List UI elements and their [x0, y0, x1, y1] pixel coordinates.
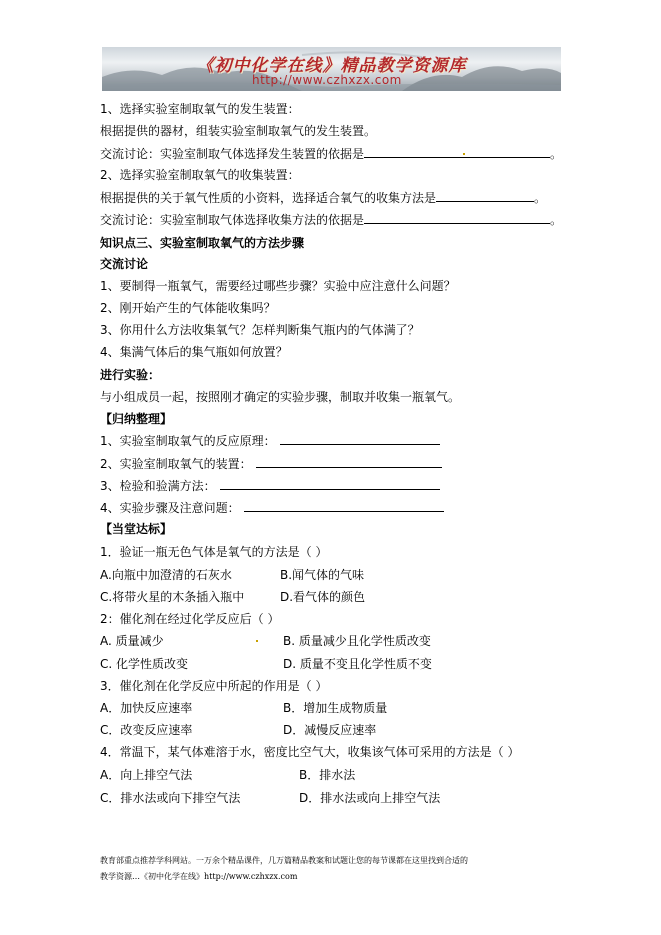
period: 。	[550, 213, 563, 227]
header-banner	[102, 47, 561, 91]
summary-item-2	[100, 455, 442, 472]
section-2-body-text: 根据提供的关于氧气性质的小资料，选择适合氧气的收集方法是	[100, 191, 437, 205]
section-1-discussion-text: 交流讨论：实验室制取气体选择发生装置的依据是	[100, 147, 365, 161]
summary-item-3-label: 3、检验和验满方法：	[100, 479, 216, 493]
section-1-body: 根据提供的器材，组装实验室制取氧气的发生装置。	[100, 124, 377, 138]
discussion-question-3: 3、你用什么方法收集氧气？怎样判断集气瓶内的气体满了？	[100, 323, 420, 337]
summary-item-4	[100, 499, 444, 516]
summary-item-4-label: 4、实验步骤及注意问题：	[100, 501, 240, 515]
question-1-option-b[interactable]: B.闻气体的气味	[280, 568, 365, 582]
footer-promo-line-1: 教育部重点推荐学科网站。一万余个精品课件，几万篇精品教案和试题让您的每节课都在这里找到合适的	[100, 856, 468, 865]
answer-blank[interactable]	[280, 433, 440, 445]
footer-promo-line-2: 教学资源…《初中化学在线》http://www.czhxzx.com	[100, 872, 298, 881]
exchange-discussion-heading: 交流讨论	[100, 257, 149, 271]
question-2-option-b[interactable]: B. 质量减少且化学性质改变	[283, 634, 431, 648]
discussion-question-1: 1、要制得一瓶氧气，需要经过哪些步骤？实验中应注意什么问题？	[100, 279, 456, 293]
question-2-option-a[interactable]: A. 质量减少	[100, 634, 164, 648]
question-3-option-c[interactable]: C．改变反应速率	[100, 723, 193, 737]
discussion-question-4: 4、集满气体后的集气瓶如何放置？	[100, 345, 288, 359]
summary-item-2-label: 2、实验室制取氧气的装置：	[100, 457, 252, 471]
answer-blank[interactable]	[220, 478, 440, 490]
answer-blank[interactable]	[244, 500, 444, 512]
answer-blank[interactable]	[256, 456, 442, 468]
answer-blank[interactable]	[436, 190, 534, 202]
question-3-option-b[interactable]: B．增加生成物质量	[283, 701, 388, 715]
question-3-stem: 3．催化剂在化学反应中所起的作用是（ ）	[100, 679, 328, 693]
question-1-option-d[interactable]: D.看气体的颜色	[280, 590, 366, 604]
question-1-stem: 1．验证一瓶无色气体是氧气的方法是（ ）	[100, 545, 328, 559]
question-4-option-a[interactable]: A．向上排空气法	[100, 768, 193, 782]
experiment-body: 与小组成员一起，按照刚才确定的实验步骤，制取并收集一瓶氧气。	[100, 390, 461, 404]
banner-title: 《初中化学在线》精品教学资源库	[196, 56, 467, 76]
summary-item-1-label: 1、实验室制取氧气的反应原理：	[100, 434, 276, 448]
period: 。	[550, 147, 563, 161]
question-2-stem: 2：催化剂在经过化学反应后（ ）	[100, 612, 280, 626]
banner-url[interactable]: http://www.czhxzx.com	[252, 73, 402, 87]
class-test-heading: 【当堂达标】	[100, 522, 173, 536]
section-2-heading: 2、选择实验室制取氧气的收集装置：	[100, 168, 300, 182]
experiment-heading: 进行实验：	[100, 368, 161, 382]
question-4-option-c[interactable]: C．排水法或向下排空气法	[100, 791, 241, 805]
section-2-discussion-text: 交流讨论：实验室制取气体选择收集方法的依据是	[100, 213, 365, 227]
period: 。	[534, 191, 547, 205]
answer-blank[interactable]	[364, 146, 550, 158]
stray-dot	[463, 153, 465, 155]
question-4-option-b[interactable]: B．排水法	[299, 768, 356, 782]
stray-dot	[256, 640, 258, 642]
question-4-stem: 4．常温下，某气体难溶于水，密度比空气大，收集该气体可采用的方法是（ ）	[100, 745, 520, 759]
question-2-option-c[interactable]: C. 化学性质改变	[100, 657, 189, 671]
summary-heading: 【归纳整理】	[100, 412, 173, 426]
question-3-option-d[interactable]: D．减慢反应速率	[283, 723, 377, 737]
question-1-option-c[interactable]: C.将带火星的木条插入瓶中	[100, 590, 245, 604]
question-1-option-a[interactable]: A.向瓶中加澄清的石灰水	[100, 568, 232, 582]
question-4-option-d[interactable]: D．排水法或向上排空气法	[299, 791, 441, 805]
discussion-question-2: 2、刚开始产生的气体能收集吗？	[100, 301, 276, 315]
answer-blank[interactable]	[364, 212, 550, 224]
summary-item-3	[100, 477, 440, 494]
section-2-discussion	[100, 211, 562, 228]
section-1-heading: 1、选择实验室制取氧气的发生装置：	[100, 102, 300, 116]
question-2-option-d[interactable]: D. 质量不变且化学性质不变	[283, 657, 432, 671]
question-3-option-a[interactable]: A．加快反应速率	[100, 701, 193, 715]
knowledge-point-3-heading: 知识点三、实验室制取氧气的方法步骤	[100, 236, 305, 250]
summary-item-1	[100, 432, 440, 449]
section-1-discussion	[100, 145, 562, 162]
section-2-body	[100, 189, 546, 206]
